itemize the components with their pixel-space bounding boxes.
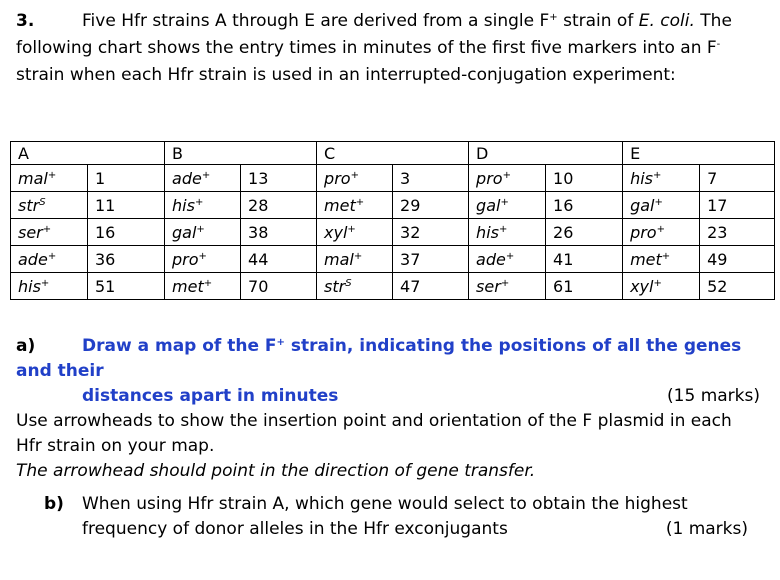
entry-time-cell: 28 — [241, 192, 317, 219]
part-a-line-1-post: strain, indicating the positions of all the genes and their — [16, 336, 742, 381]
gene-cell — [317, 246, 393, 273]
allele-superscript: + — [653, 277, 662, 289]
question-number: 3. — [16, 11, 35, 31]
gene-name: str — [324, 276, 346, 296]
gene-name: gal — [630, 195, 655, 215]
gene-name: pro — [630, 222, 657, 242]
gene-name: ser — [18, 222, 43, 242]
gene-cell — [11, 246, 88, 273]
gene-cell — [165, 165, 241, 192]
entry-time-cell: 41 — [546, 246, 623, 273]
gene-name: met — [324, 195, 356, 215]
question-line-2 — [16, 35, 766, 62]
allele-superscript: + — [500, 196, 509, 208]
gene-name: pro — [172, 249, 199, 269]
entry-time-cell: 70 — [241, 273, 317, 300]
part-b-line-1 — [44, 492, 748, 517]
allele-superscript: + — [201, 169, 211, 181]
entry-time-cell: 36 — [88, 246, 165, 273]
part-b-line-2 — [44, 517, 748, 542]
gene-cell — [317, 192, 393, 219]
question-line-3: strain when each Hfr strain is used in an interrupted-conjugation experiment: — [16, 65, 676, 85]
gene-cell — [165, 219, 241, 246]
entry-time-cell: 1 — [88, 165, 165, 192]
strain-header-b: B — [165, 142, 317, 165]
gene-cell — [165, 273, 241, 300]
allele-superscript: + — [196, 223, 205, 235]
part-b-label: b) — [44, 494, 64, 514]
entry-time-cell: 38 — [241, 219, 317, 246]
gene-name: pro — [324, 168, 351, 188]
gene-cell — [623, 273, 700, 300]
entry-time-cell: 61 — [546, 273, 623, 300]
gene-name: ser — [476, 276, 501, 296]
entry-time-cell: 51 — [88, 273, 165, 300]
gene-name: mal — [324, 249, 354, 269]
allele-superscript: + — [654, 196, 663, 208]
part-a-label: a) — [16, 336, 36, 356]
allele-superscript: + — [656, 223, 665, 235]
gene-cell — [165, 246, 241, 273]
table-row — [11, 192, 775, 219]
question-line-1-text: Five Hfr strains A through E are derived from a single F — [82, 11, 550, 31]
strain-header-d: D — [469, 142, 623, 165]
gene-name: ade — [476, 249, 506, 269]
gene-name: his — [172, 195, 195, 215]
gene-name: pro — [476, 168, 503, 188]
entry-time-cell: 7 — [700, 165, 775, 192]
question-text — [16, 8, 766, 89]
allele-superscript: S — [345, 277, 352, 289]
strain-header-row — [11, 142, 775, 165]
allele-superscript: + — [198, 250, 207, 262]
gene-cell — [317, 273, 393, 300]
entry-time-cell: 16 — [88, 219, 165, 246]
allele-superscript: + — [355, 196, 365, 208]
part-a — [16, 334, 760, 484]
entry-time-cell: 32 — [393, 219, 469, 246]
gene-cell — [165, 192, 241, 219]
entry-time-cell: 3 — [393, 165, 469, 192]
table-row — [11, 165, 775, 192]
gene-cell — [11, 273, 88, 300]
part-a-line-1 — [16, 334, 760, 384]
gene-cell — [317, 219, 393, 246]
part-b — [44, 492, 748, 542]
question-line-1 — [16, 8, 766, 35]
entry-time-cell: 52 — [700, 273, 775, 300]
gene-cell — [623, 192, 700, 219]
gene-name: str — [18, 195, 40, 215]
allele-superscript: + — [47, 169, 57, 181]
strain-header-c: C — [317, 142, 469, 165]
part-a-marks: (15 marks) — [667, 386, 760, 406]
gene-name: met — [172, 276, 204, 296]
species-name: E. coli. — [638, 11, 695, 31]
gene-cell — [11, 192, 88, 219]
gene-cell — [317, 165, 393, 192]
gene-name: his — [476, 222, 499, 242]
strain-header-e: E — [623, 142, 775, 165]
table-row — [11, 273, 775, 300]
part-a-line-2-text: distances apart in minutes — [82, 386, 339, 406]
gene-name: xyl — [324, 222, 348, 242]
gene-cell — [469, 165, 546, 192]
allele-superscript: + — [203, 277, 213, 289]
part-a-line-3: Use arrowheads to show the insertion point and orientation of the F plasmid in each — [16, 411, 732, 431]
gene-cell — [469, 273, 546, 300]
gene-cell — [469, 246, 546, 273]
allele-superscript: + — [40, 277, 50, 289]
gene-cell — [469, 219, 546, 246]
entry-time-cell: 29 — [393, 192, 469, 219]
entry-time-cell: 44 — [241, 246, 317, 273]
entry-time-cell: 11 — [88, 192, 165, 219]
gene-name: gal — [172, 222, 197, 242]
allele-superscript: + — [47, 250, 57, 262]
gene-cell — [11, 165, 88, 192]
part-b-marks: (1 marks) — [665, 519, 748, 539]
gene-name: mal — [18, 168, 48, 188]
entry-time-cell: 16 — [546, 192, 623, 219]
table-row — [11, 246, 775, 273]
entry-time-cell: 47 — [393, 273, 469, 300]
gene-name: gal — [476, 195, 501, 215]
part-b-line-1-text: When using Hfr strain A, which gene would select to obtain the highest — [82, 494, 688, 514]
entry-time-cell: 26 — [546, 219, 623, 246]
part-a-line-2 — [16, 384, 760, 409]
allele-superscript: + — [505, 250, 515, 262]
allele-superscript: + — [652, 169, 662, 181]
entry-time-cell: 37 — [393, 246, 469, 273]
gene-cell — [469, 192, 546, 219]
f-plus-superscript: + — [549, 12, 558, 23]
allele-superscript: + — [498, 223, 508, 235]
gene-name: xyl — [630, 276, 654, 296]
gene-name: met — [630, 249, 662, 269]
part-a-line-5: The arrowhead should point in the direction of gene transfer. — [16, 461, 536, 481]
part-a-line-1-pre: Draw a map of the F — [82, 336, 277, 356]
table-body — [11, 142, 775, 300]
part-b-line-2-text: frequency of donor alleles in the Hfr exconjugants — [82, 519, 508, 539]
entry-time-cell: 10 — [546, 165, 623, 192]
allele-superscript: + — [502, 169, 511, 181]
allele-superscript: + — [42, 223, 52, 235]
gene-cell — [623, 246, 700, 273]
question-line-1-end: The — [694, 11, 732, 31]
allele-superscript: + — [353, 250, 363, 262]
entry-time-cell: 17 — [700, 192, 775, 219]
question-line-1-mid: strain of — [557, 11, 639, 31]
hfr-entry-times-table — [10, 141, 775, 300]
allele-superscript: + — [350, 169, 359, 181]
gene-name: his — [630, 168, 653, 188]
gene-cell — [623, 219, 700, 246]
gene-name: ade — [172, 168, 202, 188]
entry-time-cell: 23 — [700, 219, 775, 246]
allele-superscript: + — [500, 277, 510, 289]
question-line-2-text: following chart shows the entry times in minutes of the first five markers into an F — [16, 38, 717, 58]
allele-superscript: + — [661, 250, 671, 262]
entry-time-cell: 13 — [241, 165, 317, 192]
gene-name: his — [18, 276, 41, 296]
allele-superscript: + — [347, 223, 356, 235]
gene-cell — [11, 219, 88, 246]
part-a-f-plus-superscript: + — [276, 337, 285, 348]
entry-time-cell: 49 — [700, 246, 775, 273]
table-row — [11, 219, 775, 246]
gene-name: ade — [18, 249, 48, 269]
gene-cell — [623, 165, 700, 192]
f-minus-superscript: - — [716, 39, 721, 50]
strain-header-a: A — [11, 142, 165, 165]
allele-superscript: + — [194, 196, 204, 208]
allele-superscript: S — [39, 196, 46, 208]
part-a-line-4: Hfr strain on your map. — [16, 436, 215, 456]
